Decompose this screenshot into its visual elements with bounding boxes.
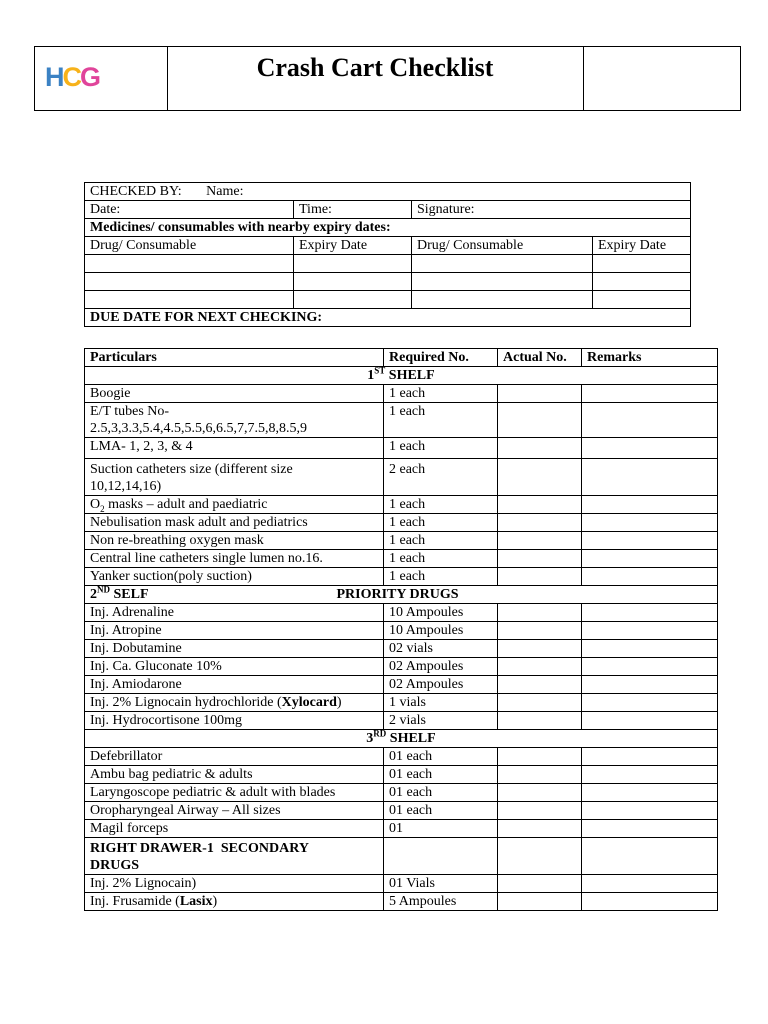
table-row	[85, 640, 718, 658]
particular-line: 2.5,3,3.3,5.4,4.5,5.5,6,6.5,7,7.5,8,8.5,9	[90, 421, 307, 436]
shelf-label: SHELF	[386, 731, 436, 746]
actual-no-cell[interactable]	[498, 568, 582, 586]
remarks-cell[interactable]	[582, 640, 718, 658]
blank-row	[85, 273, 691, 291]
actual-no-cell[interactable]	[498, 403, 582, 438]
required-no: 1 each	[384, 385, 498, 403]
due-date-cell[interactable]: DUE DATE FOR NEXT CHECKING:	[85, 309, 691, 327]
remarks-cell[interactable]	[582, 875, 718, 893]
remarks-cell[interactable]	[582, 604, 718, 622]
particular	[85, 459, 384, 496]
required-no: 02 Ampoules	[384, 676, 498, 694]
checklist-table	[84, 348, 718, 911]
signature-cell[interactable]	[412, 201, 691, 219]
actual-no-cell[interactable]	[498, 712, 582, 730]
medicines-columns-row	[85, 237, 691, 255]
table-row	[85, 385, 718, 403]
col-expiry-1: Expiry Date	[294, 237, 412, 255]
shelf-2-heading	[85, 586, 718, 604]
remarks-cell[interactable]	[582, 496, 718, 514]
section-row	[85, 730, 718, 748]
header-row	[85, 349, 718, 367]
shelf-number: 1	[367, 368, 375, 383]
table-row	[85, 820, 718, 838]
actual-no-cell[interactable]	[498, 496, 582, 514]
shelf-1-heading	[85, 367, 718, 385]
required-no: 1 each	[384, 496, 498, 514]
remarks-cell[interactable]	[582, 385, 718, 403]
checked-by-cell[interactable]	[85, 183, 691, 201]
particular: Inj. Adrenaline	[85, 604, 384, 622]
blank-cell[interactable]	[85, 255, 294, 273]
particular: Laryngoscope pediatric & adult with blades	[85, 784, 384, 802]
required-no: 10 Ampoules	[384, 604, 498, 622]
actual-no-cell[interactable]	[498, 694, 582, 712]
table-row	[85, 438, 718, 459]
remarks-cell[interactable]	[582, 568, 718, 586]
particular: Inj. Amiodarone	[85, 676, 384, 694]
shelf-label: SELF	[110, 587, 148, 602]
particular-text: Inj. Frusamide (	[90, 894, 180, 909]
required-no: 01 Vials	[384, 875, 498, 893]
remarks-cell[interactable]	[582, 622, 718, 640]
col-drug-1: Drug/ Consumable	[85, 237, 294, 255]
checked-by-row	[85, 183, 691, 201]
actual-no-cell[interactable]	[498, 532, 582, 550]
o2-text: O	[90, 497, 101, 512]
page-title: Crash Cart Checklist	[256, 53, 494, 82]
particular-text: Inj. 2% Lignocain hydrochloride (	[90, 695, 282, 710]
medicines-heading-row	[85, 219, 691, 237]
remarks-cell[interactable]	[582, 438, 718, 459]
blank-cell[interactable]	[85, 291, 294, 309]
particular: Boogie	[85, 385, 384, 403]
actual-no-cell[interactable]	[498, 766, 582, 784]
table-row	[85, 514, 718, 532]
actual-no-cell[interactable]	[498, 676, 582, 694]
o2-text: masks – adult and paediatric	[104, 497, 268, 512]
due-date-row	[85, 309, 691, 327]
particular-text: )	[212, 894, 218, 909]
table-row	[85, 622, 718, 640]
section-row	[85, 838, 718, 875]
logo-cell	[35, 47, 168, 110]
particular: Magil forceps	[85, 820, 384, 838]
remarks-cell[interactable]	[582, 694, 718, 712]
particular	[85, 403, 384, 438]
particular	[85, 496, 384, 514]
blank-row	[85, 291, 691, 309]
particular-line: 10,12,14,16)	[90, 479, 162, 494]
col-drug-2: Drug/ Consumable	[412, 237, 593, 255]
required-no: 01 each	[384, 748, 498, 766]
remarks-cell[interactable]	[582, 676, 718, 694]
blank-cell[interactable]	[593, 255, 691, 273]
required-no: 2 vials	[384, 712, 498, 730]
actual-no-cell[interactable]	[498, 893, 582, 911]
particular: Inj. 2% Lignocain)	[85, 875, 384, 893]
blank-cell[interactable]	[384, 838, 498, 875]
required-no: 5 Ampoules	[384, 893, 498, 911]
title-cell	[167, 47, 584, 110]
shelf-ordinal: ND	[97, 585, 110, 595]
particular	[85, 694, 384, 712]
particular-line: Suction catheters size (different size	[90, 462, 293, 477]
particular: Yanker suction(poly suction)	[85, 568, 384, 586]
particular: Inj. Dobutamine	[85, 640, 384, 658]
remarks-cell[interactable]	[582, 820, 718, 838]
table-row	[85, 496, 718, 514]
blank-cell[interactable]	[582, 838, 718, 875]
table-row	[85, 802, 718, 820]
col-expiry-2: Expiry Date	[593, 237, 691, 255]
col-remarks: Remarks	[582, 349, 718, 367]
table-row	[85, 712, 718, 730]
brand-name: Xylocard	[281, 695, 337, 710]
remarks-cell[interactable]	[582, 766, 718, 784]
priority-drugs-label: PRIORITY DRUGS	[336, 587, 459, 602]
hcg-logo: HCG	[45, 62, 100, 92]
actual-no-cell[interactable]	[498, 622, 582, 640]
blank-cell[interactable]	[412, 291, 593, 309]
shelf-number: 3	[366, 731, 374, 746]
blank-row	[85, 255, 691, 273]
date-row	[85, 201, 691, 219]
table-row	[85, 875, 718, 893]
shelf-3-heading	[85, 730, 718, 748]
remarks-cell[interactable]	[582, 550, 718, 568]
actual-no-cell[interactable]	[498, 550, 582, 568]
required-no: 1 vials	[384, 694, 498, 712]
required-no: 01 each	[384, 784, 498, 802]
name-label: Name:	[206, 184, 244, 199]
checked-by-label: CHECKED BY:	[90, 184, 182, 199]
particular: Defebrillator	[85, 748, 384, 766]
particular: Ambu bag pediatric & adults	[85, 766, 384, 784]
actual-no-cell[interactable]	[498, 820, 582, 838]
shelf-ordinal: RD	[373, 729, 387, 739]
remarks-cell[interactable]	[582, 893, 718, 911]
table-row	[85, 568, 718, 586]
blank-cell[interactable]	[593, 273, 691, 291]
particular: Oropharyngeal Airway – All sizes	[85, 802, 384, 820]
blank-cell[interactable]	[85, 273, 294, 291]
actual-no-cell[interactable]	[498, 385, 582, 403]
blank-cell[interactable]	[498, 838, 582, 875]
time-cell[interactable]	[294, 201, 412, 219]
blank-cell[interactable]	[412, 273, 593, 291]
remarks-cell[interactable]	[582, 403, 718, 438]
required-no: 01	[384, 820, 498, 838]
blank-cell[interactable]	[294, 291, 412, 309]
document-header	[34, 46, 741, 111]
table-row	[85, 893, 718, 911]
actual-no-cell[interactable]	[498, 784, 582, 802]
right-drawer-heading	[85, 838, 384, 875]
particular	[85, 893, 384, 911]
table-row	[85, 658, 718, 676]
actual-no-cell[interactable]	[498, 748, 582, 766]
table-row	[85, 748, 718, 766]
required-no: 10 Ampoules	[384, 622, 498, 640]
particular: Nebulisation mask adult and pediatrics	[85, 514, 384, 532]
blank-cell[interactable]	[593, 291, 691, 309]
drawer-heading-line: DRUGS	[90, 858, 140, 873]
actual-no-cell[interactable]	[498, 604, 582, 622]
table-row	[85, 532, 718, 550]
shelf-ordinal: ST	[374, 366, 386, 376]
remarks-cell[interactable]	[582, 712, 718, 730]
remarks-cell[interactable]	[582, 532, 718, 550]
particular: LMA- 1, 2, 3, & 4	[85, 438, 384, 459]
particular: Inj. Ca. Gluconate 10%	[85, 658, 384, 676]
header-blank-cell	[583, 47, 740, 110]
time-label: Time:	[299, 202, 332, 217]
col-required: Required No.	[384, 349, 498, 367]
required-no: 2 each	[384, 459, 498, 496]
checked-by-table	[84, 182, 691, 327]
drawer-heading-line: RIGHT DRAWER-1 SECONDARY	[90, 841, 309, 856]
blank-cell[interactable]	[412, 255, 593, 273]
table-row	[85, 766, 718, 784]
remarks-cell[interactable]	[582, 802, 718, 820]
required-no: 1 each	[384, 403, 498, 438]
required-no: 01 each	[384, 766, 498, 784]
table-row	[85, 784, 718, 802]
actual-no-cell[interactable]	[498, 459, 582, 496]
particular-text: )	[336, 695, 342, 710]
particular: Non re-breathing oxygen mask	[85, 532, 384, 550]
particular: Central line catheters single lumen no.16.	[85, 550, 384, 568]
actual-no-cell[interactable]	[498, 438, 582, 459]
remarks-cell[interactable]	[582, 459, 718, 496]
remarks-cell[interactable]	[582, 784, 718, 802]
signature-label: Signature:	[417, 202, 475, 217]
required-no: 01 each	[384, 802, 498, 820]
date-cell[interactable]	[85, 201, 294, 219]
remarks-cell[interactable]	[582, 514, 718, 532]
medicines-heading: Medicines/ consumables with nearby expiry dates:	[85, 219, 691, 237]
table-row	[85, 403, 718, 438]
required-no: 1 each	[384, 514, 498, 532]
remarks-cell[interactable]	[582, 748, 718, 766]
particular: Inj. Hydrocortisone 100mg	[85, 712, 384, 730]
section-row	[85, 586, 718, 604]
remarks-cell[interactable]	[582, 658, 718, 676]
actual-no-cell[interactable]	[498, 802, 582, 820]
particular-line: E/T tubes No-	[90, 404, 170, 419]
required-no: 02 vials	[384, 640, 498, 658]
required-no: 02 Ampoules	[384, 658, 498, 676]
col-actual: Actual No.	[498, 349, 582, 367]
actual-no-cell[interactable]	[498, 640, 582, 658]
table-row	[85, 550, 718, 568]
required-no: 1 each	[384, 550, 498, 568]
blank-cell[interactable]	[294, 255, 412, 273]
particular: Inj. Atropine	[85, 622, 384, 640]
shelf-label: SHELF	[385, 368, 435, 383]
shelf-number: 2	[90, 587, 97, 602]
table-row	[85, 459, 718, 496]
date-label: Date:	[90, 202, 121, 217]
actual-no-cell[interactable]	[498, 514, 582, 532]
brand-name: Lasix	[179, 894, 213, 909]
o2-subscript: 2	[100, 503, 105, 514]
table-row	[85, 676, 718, 694]
section-row	[85, 367, 718, 385]
table-row	[85, 604, 718, 622]
required-no: 1 each	[384, 568, 498, 586]
col-particulars: Particulars	[85, 349, 384, 367]
actual-no-cell[interactable]	[498, 658, 582, 676]
required-no: 1 each	[384, 532, 498, 550]
required-no: 1 each	[384, 438, 498, 459]
blank-cell[interactable]	[294, 273, 412, 291]
table-row	[85, 694, 718, 712]
actual-no-cell[interactable]	[498, 875, 582, 893]
